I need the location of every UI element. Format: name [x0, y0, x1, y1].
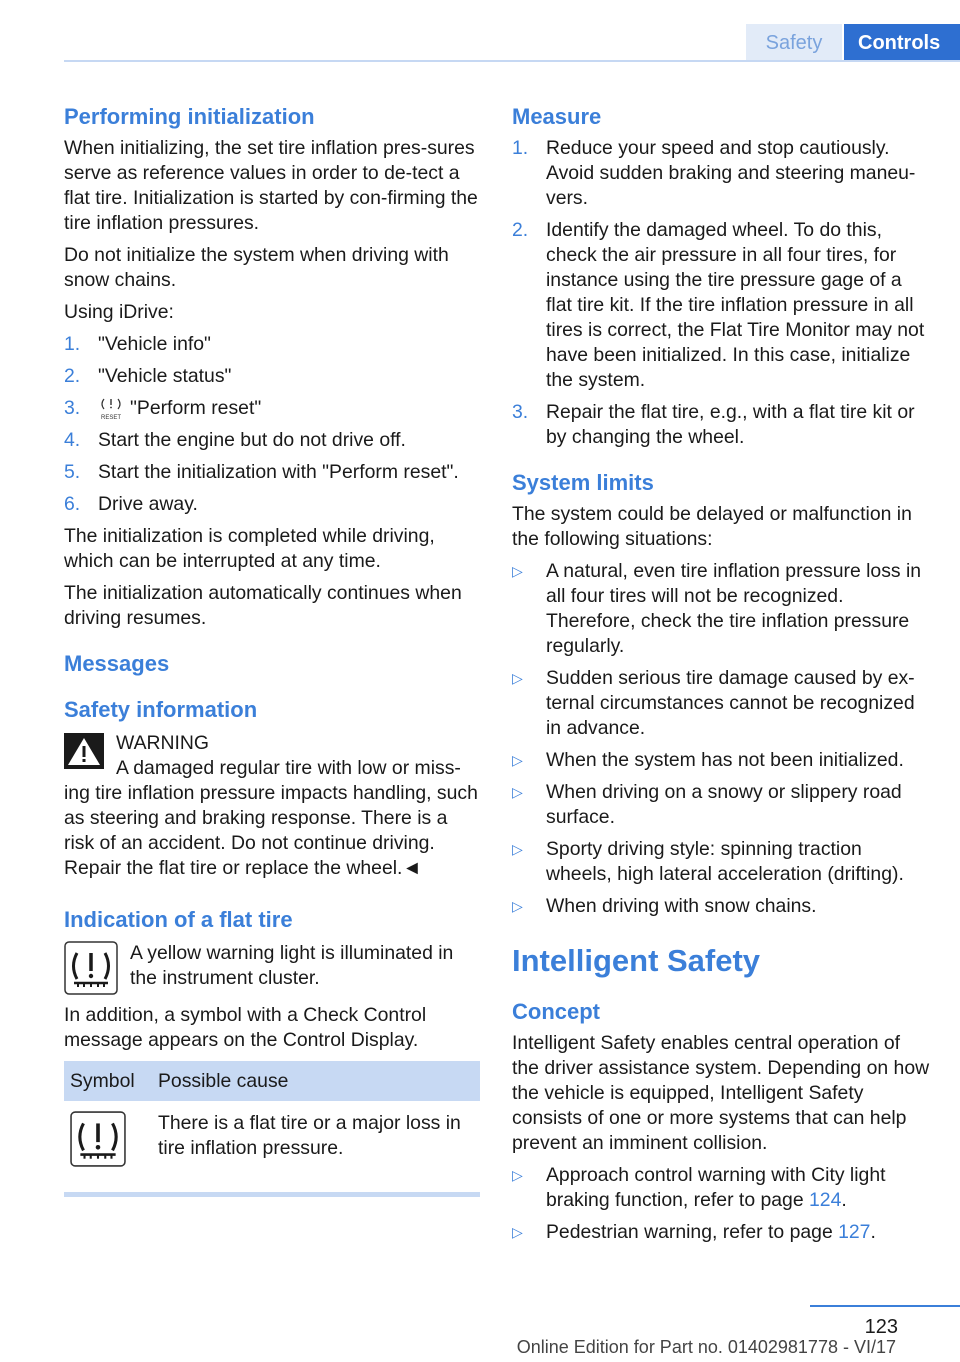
tire-pressure-warning-icon: [64, 941, 118, 995]
list-item: ▷ Sudden serious tire damage caused by ex-ternal circumstances cannot be recognized in advance.: [512, 667, 915, 739]
page-link-124[interactable]: 124: [809, 1189, 842, 1211]
bullet-triangle-icon: ▷: [512, 784, 523, 800]
symbol-cell: [64, 1101, 152, 1192]
list-item: 2. Identify the damaged wheel. To do this, check the air pressure in all four tires, for instance using the tire pressure gage of a flat tire kit. If the tire inflation pressure in all tires is correct, the Flat Tire Monitor may not have been initialized. In this case, initialize the system.: [512, 219, 925, 391]
list-item: ▷ When driving on a snowy or slippery road surface.: [512, 781, 902, 828]
tire-reset-icon: [98, 397, 124, 421]
safety-heading: Safety information: [64, 697, 258, 722]
bullet-triangle-icon: ▷: [512, 841, 523, 857]
list-item: ▷ Approach control warning with City light braking function, refer to page 124.: [512, 1164, 886, 1211]
bullet-triangle-icon: ▷: [512, 752, 523, 768]
bullet-triangle-icon: ▷: [512, 1167, 523, 1183]
flat-tire-block: [64, 941, 480, 995]
init-paragraph-2: Do not initialize the system when driving with snow chains.: [64, 244, 449, 291]
footer-rule: [810, 1305, 960, 1307]
list-item: ▷ When driving with snow chains.: [512, 895, 817, 917]
bullet-triangle-icon: ▷: [512, 898, 523, 914]
right-column: [512, 104, 932, 1252]
warning-icon: [64, 733, 104, 769]
init-paragraph-1: When initializing, the set tire inflation pres-sures serve as reference values in order to de-tect a flat tire. Initialization is started by con-firming the tire inflation pressures.: [64, 137, 478, 234]
symbol-table: [64, 1061, 480, 1192]
intelligent-safety-heading: Intelligent Safety: [512, 943, 761, 978]
after-paragraph-2: The initialization automatically continues when driving resumes.: [64, 582, 462, 629]
list-item: 6. Drive away.: [64, 493, 198, 515]
init-steps: [64, 332, 480, 517]
table-row: [64, 1101, 480, 1192]
bullet-triangle-icon: ▷: [512, 563, 523, 579]
list-item: 1. Reduce your speed and stop cautiously. Avoid sudden braking and steering maneu-vers.: [512, 137, 916, 209]
list-item: ▷ A natural, even tire inflation pressure loss in all four tires will not be recognized. Therefore, check the tire inflation pressure regularly.: [512, 560, 922, 657]
concept-list: [512, 1163, 932, 1245]
left-column: [64, 104, 480, 1197]
warning-block: [64, 731, 480, 781]
system-limits-heading: System limits: [512, 470, 654, 495]
after-paragraph-1: The initialization is completed while driving, which can be interrupted at any time.: [64, 525, 435, 572]
header-tabs: [746, 24, 960, 62]
edition-note: Online Edition for Part no. 01402981778 - VI/17: [516, 1337, 896, 1357]
measure-steps: [512, 136, 932, 450]
tire-pressure-warning-icon: [70, 1111, 126, 1167]
warning-label: WARNING: [116, 732, 209, 754]
svg-text:RESET: RESET: [100, 414, 122, 421]
tab-safety[interactable]: Safety: [746, 24, 842, 62]
list-item: 5. Start the initialization with "Perform reset".: [64, 461, 459, 483]
concept-heading: Concept: [512, 999, 600, 1024]
bullet-triangle-icon: ▷: [512, 1224, 523, 1240]
col-cause-header: Possible cause: [152, 1061, 480, 1101]
page-link-127[interactable]: 127: [838, 1221, 871, 1243]
list-item: 3. Repair the flat tire, e.g., with a flat tire kit or by changing the wheel.: [512, 401, 915, 448]
limits-list: [512, 559, 932, 919]
list-item: ▷ When the system has not been initialized.: [512, 749, 904, 771]
flat-tire-text: A yellow warning light is illuminated in the instrument cluster.: [130, 942, 454, 989]
init-paragraph-3: Using iDrive:: [64, 301, 174, 323]
list-item: 1. "Vehicle info": [64, 333, 211, 355]
tab-controls[interactable]: Controls: [844, 24, 960, 62]
list-item: ▷ Pedestrian warning, refer to page 127.: [512, 1221, 876, 1243]
list-item: 4. Start the engine but do not drive off.: [64, 429, 406, 451]
page-number: 123: [864, 1316, 898, 1338]
bullet-triangle-icon: ▷: [512, 670, 523, 686]
measure-heading: Measure: [512, 104, 602, 129]
table-header-row: [64, 1061, 480, 1101]
limits-intro: The system could be delayed or malfunction in the following situations:: [512, 503, 912, 550]
messages-heading: Messages: [64, 651, 170, 676]
col-symbol-header: Symbol: [64, 1061, 152, 1101]
flat-tire-heading: Indication of a flat tire: [64, 907, 293, 932]
list-item: 3. RESET "Perform reset": [64, 397, 262, 421]
header-divider: [64, 60, 960, 62]
concept-paragraph: Intelligent Safety enables central operation of the driver assistance system. Depending on how the vehicle is equipped, Intelligent Safety consists of one or more systems that can help prevent an imminent collision.: [512, 1032, 930, 1154]
table-bottom-rule: [64, 1192, 480, 1197]
cause-cell: There is a flat tire or a major loss in tire inflation pressure.: [158, 1112, 461, 1159]
warning-text: A damaged regular tire with low or miss-ing tire inflation pressure impacts handling, such as steering and braking response. There is a risk of an accident. Do not continue driving. Repair the flat tire or replace the wheel.◄: [64, 757, 478, 879]
init-heading: Performing initialization: [64, 104, 315, 129]
addition-paragraph: In addition, a symbol with a Check Control message appears on the Control Display.: [64, 1004, 427, 1051]
list-item: 2. "Vehicle status": [64, 365, 232, 387]
list-item: ▷ Sporty driving style: spinning traction wheels, high lateral acceleration (drifting).: [512, 838, 904, 885]
